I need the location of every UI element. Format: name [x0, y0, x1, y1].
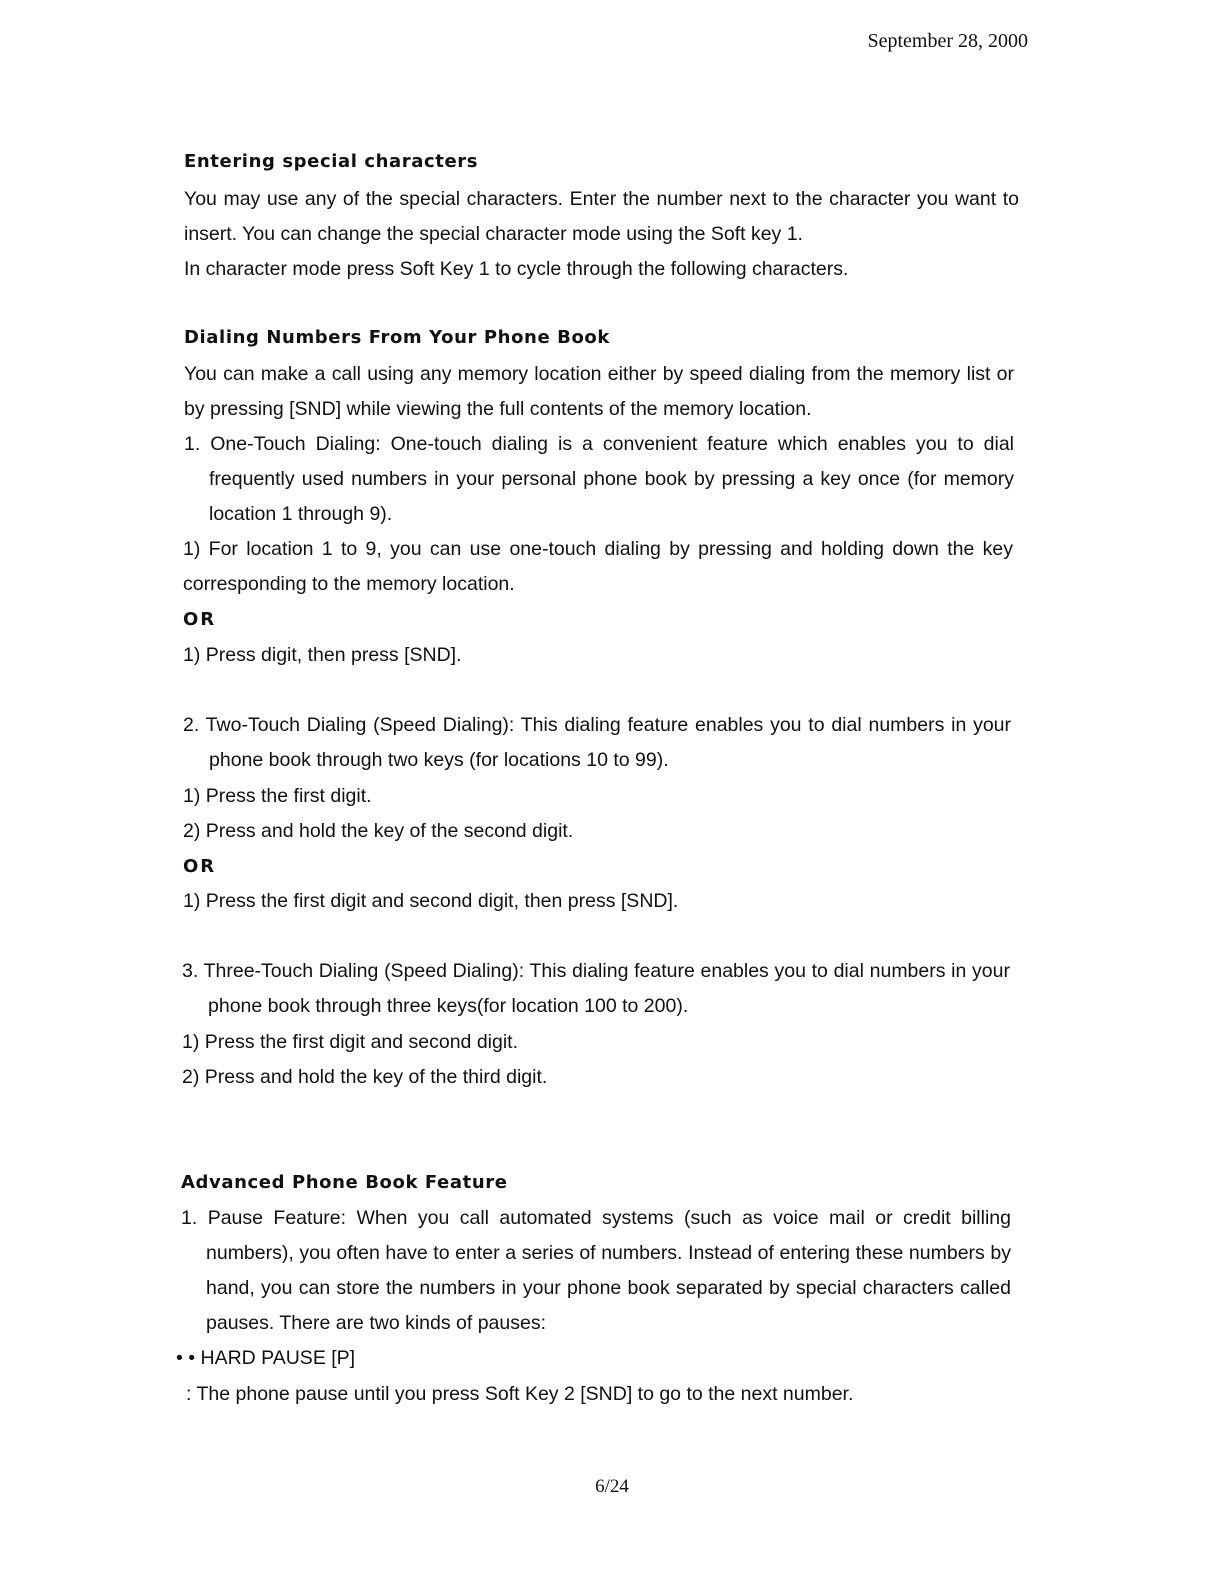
- hard-pause-bullet: • • HARD PAUSE [P]: [176, 1347, 356, 1369]
- special-characters-paragraph: You may use any of the special characters. Enter the number next to the character you want to insert. You can change the special character mode using the Soft key 1.: [184, 188, 1019, 245]
- three-touch-step-1: 1) Press the first digit and second digit.: [182, 1031, 519, 1053]
- two-touch-step-1: 1) Press the first digit.: [183, 785, 372, 807]
- section-title-advanced-phone-book: Advanced Phone Book Feature: [181, 1172, 508, 1193]
- two-touch-alt-step: 1) Press the first digit and second digit, then press [SND].: [183, 890, 679, 912]
- two-touch-step-2: 2) Press and hold the key of the second digit.: [183, 820, 574, 842]
- section-title-dialing-numbers: Dialing Numbers From Your Phone Book: [184, 327, 610, 348]
- one-touch-alt-step: 1) Press digit, then press [SND].: [183, 644, 462, 666]
- one-touch-dialing-item: 1. One-Touch Dialing: One-touch dialing is a convenient feature which enables you to dial frequently used numbers in your personal phone book by pressing a key once (for memory location 1 through 9).: [184, 433, 1014, 525]
- three-touch-dialing-item: 3. Three-Touch Dialing (Speed Dialing): This dialing feature enables you to dial numbers in your phone book through three keys(for location 100 to 200).: [182, 960, 1010, 1017]
- three-touch-step-2: 2) Press and hold the key of the third digit.: [182, 1066, 548, 1088]
- page-number: 6/24: [595, 1476, 629, 1497]
- hard-pause-description: : The phone pause until you press Soft Key 2 [SND] to go to the next number.: [186, 1383, 854, 1405]
- or-separator: OR: [183, 856, 217, 877]
- one-touch-step-1: 1) For location 1 to 9, you can use one-touch dialing by pressing and holding down the key corresponding to the memory location.: [183, 538, 1013, 595]
- pause-feature-item: 1. Pause Feature: When you call automated systems (such as voice mail or credit billing numbers), you often have to enter a series of numbers. Instead of entering these numbers by hand, you can store the numbers in your phone book separated by special characters called pauses. There are two kinds of pauses:: [181, 1207, 1011, 1334]
- two-touch-dialing-item: 2. Two-Touch Dialing (Speed Dialing): This dialing feature enables you to dial numbers in your phone book through two keys (for locations 10 to 99).: [183, 714, 1011, 771]
- special-characters-cycle-note: In character mode press Soft Key 1 to cycle through the following characters.: [184, 258, 849, 280]
- or-separator: OR: [183, 609, 217, 630]
- dialing-intro: You can make a call using any memory location either by speed dialing from the memory list or by pressing [SND] while viewing the full contents of the memory location.: [184, 363, 1014, 420]
- document-date: September 28, 2000: [867, 30, 1028, 52]
- section-title-special-characters: Entering special characters: [184, 151, 479, 172]
